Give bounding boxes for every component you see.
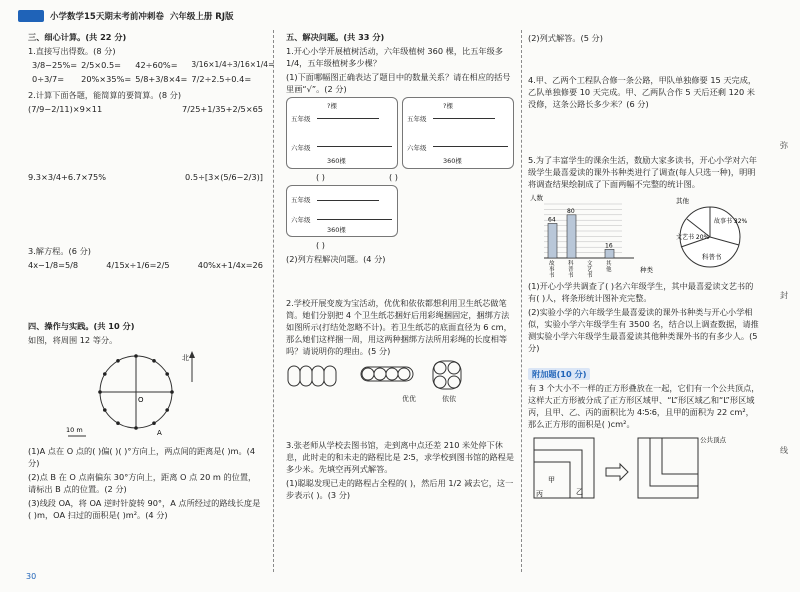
bar-value-label: 64 (548, 216, 556, 224)
q2-title: 2.计算下面各题，能简算的要简算。(8 分) (28, 90, 182, 100)
q2-expr-c: 9.3×3/4+6.7×75% (28, 172, 106, 182)
answer-paren: ( ) (389, 172, 398, 182)
page-number: 30 (26, 572, 37, 581)
calc-item: 0÷3/7= (32, 74, 65, 84)
yiyi-binding-figure (432, 360, 462, 390)
c2-q1: 1.开心小学开展植树活动，六年级植树 360 棵，比五年级多 1/4，五年级植树多少棵？ (286, 46, 503, 68)
pie-label-art: 文艺书 20% (676, 234, 710, 241)
bar-科普书 (567, 215, 576, 258)
line-diagram-option-2 (402, 97, 514, 169)
answer-paren: ( ) (316, 172, 325, 182)
region-jia: 甲 (548, 476, 555, 484)
diagram-label: 360棵 (443, 157, 462, 165)
diagram-label: 五年级 (407, 115, 427, 123)
q1-title: 1.直接写出得数。(8 分) (28, 46, 116, 56)
bar-category-label: 书 (568, 273, 574, 278)
section-3-title: 三、细心计算。(共 22 分) (28, 32, 127, 42)
bar-其他 (605, 249, 614, 258)
binding-labels (402, 393, 516, 405)
bar-category-label: 其 (606, 261, 612, 267)
c2-q3: 3.张老师从学校去图书馆，走到离中点还差 210 米处停下休息，此时走的和未走的路程比是 2∶5，求学校到图书馆的路程是多少米。先填空再列式解答。 (286, 440, 515, 474)
section-5-title: 五、解决问题。(共 33 分) (286, 32, 385, 42)
diagram-label: ?棵 (327, 102, 337, 110)
common-vertex-label: 公共顶点 (700, 436, 726, 444)
diagram-answer-row (316, 171, 516, 183)
quick-calc-grid (32, 59, 275, 85)
bar-chart-xlabel: 种类 (640, 266, 653, 274)
pie-label-other: 其他 (676, 197, 689, 205)
binding-figures (286, 360, 516, 390)
diagram-label: 五年级 (291, 196, 311, 204)
c3-q4: 4.甲、乙两个工程队合修一条公路，甲队单独修要 15 天完成，乙队单独修要 10 天完成。甲、乙两队合作 5 天后还剩 120 米没修，这条公路长多少米？(6 分) (528, 75, 757, 109)
bar-value-label: 16 (605, 242, 613, 250)
diagram-label: 六年级 (407, 144, 427, 152)
youyou-binding-figure (360, 365, 416, 385)
equations-row (28, 259, 263, 319)
q2-expr-a: (7/9−2/11)×9×11 (28, 104, 103, 114)
q2-row-1 (28, 103, 263, 171)
calc-item: 20%×35%= (81, 74, 132, 84)
side-char: 弥 (780, 141, 788, 150)
c2-q1a: (1)下面哪幅图正确表达了题目中的数量关系？请在相应的括号里画“√”。(2 分) (286, 72, 511, 94)
diagram-label: 六年级 (291, 216, 311, 224)
diagram-label: 五年级 (291, 115, 311, 123)
equation: 4/15x÷1/6=2/5 (106, 260, 170, 270)
bar-chart-ylabel: 人数 (530, 194, 543, 202)
youyou-label: 优优 (402, 395, 416, 403)
bar-category-label: 艺 (587, 267, 593, 273)
c3-q5-p2: (2)实验小学的六年级学生最喜爱读的课外书种类与开心小学相似，实验小学六年级学生有 3500 名，结合以上调查数据，请推测实验小学六年级学生最喜爱读其他种类课外书的有多少人。(5 分) (528, 307, 759, 353)
bar-category-label: 普 (568, 267, 574, 273)
region-bing: 丙 (536, 490, 543, 498)
equation: 40%x+1/4x=26 (197, 260, 263, 270)
bar-value-label: 80 (567, 207, 575, 215)
bar-category-label: 故 (549, 261, 555, 267)
series-logo (18, 10, 44, 22)
c2-q1b: (2)列方程解决问题。(4 分) (286, 254, 386, 264)
calc-item: 42÷60%= (135, 60, 178, 70)
c2-q2: 2.学校开展变废为宝活动，优优和依依都想利用卫生纸芯做笔筒。她们分别把 4 个卫生纸芯捆好后用彩绳捆固定，捆绑方法如图所示(打结处忽略不计)。若卫生纸芯的底面直径为 6 cm，那么她们这样捆一周，用这两种捆绑方法所用彩绳的长度相等吗？请说明你的理由。(5 分) (286, 298, 512, 356)
bar-category-label: 书 (549, 273, 555, 278)
column-1 (28, 30, 275, 523)
section-4-intro: 如图，将周围 12 等分。 (28, 335, 118, 345)
north-label: 北 (182, 354, 189, 362)
bonus-tag: 附加题(10 分) (528, 368, 590, 380)
header (18, 8, 234, 24)
side-char: 线 (780, 446, 788, 455)
line-diagram-option-3 (286, 185, 398, 237)
column-2 (286, 30, 516, 503)
roll-tubes-figure (286, 362, 344, 388)
origin-label: O (138, 396, 144, 404)
bar-category-label: 文 (587, 261, 593, 267)
squares-figure (528, 432, 738, 500)
line-diagrams-row (286, 97, 516, 169)
q2-expr-d: 0.5÷[3×(5/6−2/3)] (185, 172, 263, 182)
section-4-title: 四、操作与实践。(共 10 分) (28, 321, 135, 331)
c3-q3b: (2)列式解答。(5 分) (528, 33, 603, 43)
bar-category-label: 事 (549, 267, 555, 273)
calc-item: 2/5×0.5= (81, 60, 122, 70)
column-divider-2 (521, 30, 523, 572)
bar-故事书 (548, 223, 557, 258)
c3-q5: 5.为了丰富学生的课余生活，数励大家多读书，开心小学对六年级学生最喜爱读的课外书种类进行了调查(每人只选一种)，明明将调查结果绘制成了下面两幅不完整的统计图。 (528, 155, 757, 189)
calc-item: 5/8+3/8×4= (135, 74, 188, 84)
answer-paren: ( ) (316, 240, 325, 250)
q2-expr-b: 7/25+1/35+2/5×65 (182, 104, 263, 114)
column-3 (528, 30, 760, 503)
bar-category-label: 书 (587, 273, 593, 278)
series-title: 小学数学15天期末考前冲刺卷 (50, 12, 164, 22)
calc-item: 3/8−25%= (32, 60, 78, 70)
bar-chart (528, 192, 658, 278)
q2-row-2 (28, 171, 263, 243)
diagram-label: 360棵 (327, 157, 346, 165)
c2-q3a: (1)聪聪发现已走的路程占全程的( )，然后用 1/2 减去它，这一步表示( )。(3 分) (286, 478, 514, 500)
bar-category-label: 科 (568, 261, 574, 267)
s4-p1: (1)A 点在 O 点的( )偏( )( )°方向上，两点间的距离是( )m。(4 分) (28, 446, 256, 468)
line-diagram-option-1 (286, 97, 398, 169)
diagram-label: 六年级 (291, 144, 311, 152)
column-divider-1 (273, 30, 275, 572)
s4-p3: (3)线段 OA，将 OA 逆时针旋转 90°，A 点所经过的路线长度是( )m，OA 扫过的面积是( )m²。(4 分) (28, 498, 261, 520)
bonus-question: 有 3 个大小不一样的正方形叠放在一起，它们有一个公共顶点，这样大正方形被分成了正方形区域甲、“L”形区域乙和“L”形区域丙，且甲、乙、丙的面积比为 4∶5∶6，且甲的面积为 22 cm²，那么正方形的面积是( )cm²。 (528, 383, 760, 429)
calc-item: 7/2÷2.5÷0.4= (191, 74, 252, 84)
pie-label-story: 故事书 32% (714, 218, 748, 225)
s4-p2: (2)点 B 在 O 点南偏东 30°方向上，距离 O 点 20 m 的位置，请标出 B 点的位置。(2 分) (28, 472, 257, 494)
scale-label: 10 m (66, 426, 83, 434)
diagram-label: ?棵 (443, 102, 453, 110)
point-a-label: A (157, 429, 162, 437)
diagram-label: 360棵 (327, 226, 346, 234)
pie-label-sci: 科普书 (702, 253, 722, 261)
equation: 4x−1/8=5/8 (28, 260, 79, 270)
c3-q5-p1: (1)开心小学共调查了( )名六年级学生，其中最喜爱读文艺书的有( )人，将条形统计图补充完整。 (528, 281, 754, 303)
stats-charts (528, 192, 760, 278)
side-char: 封 (780, 291, 788, 300)
compass-diagram (64, 348, 214, 440)
calc-item: 3/16×1/4÷3/16×1/4= (191, 60, 275, 69)
q3-title: 3.解方程。(6 分) (28, 246, 91, 256)
yiyi-label: 依依 (442, 395, 456, 403)
bar-category-label: 他 (606, 267, 612, 273)
pie-chart (662, 193, 754, 277)
region-yi: 乙 (576, 488, 583, 496)
grade-label: 六年级上册 RJ版 (169, 12, 234, 22)
